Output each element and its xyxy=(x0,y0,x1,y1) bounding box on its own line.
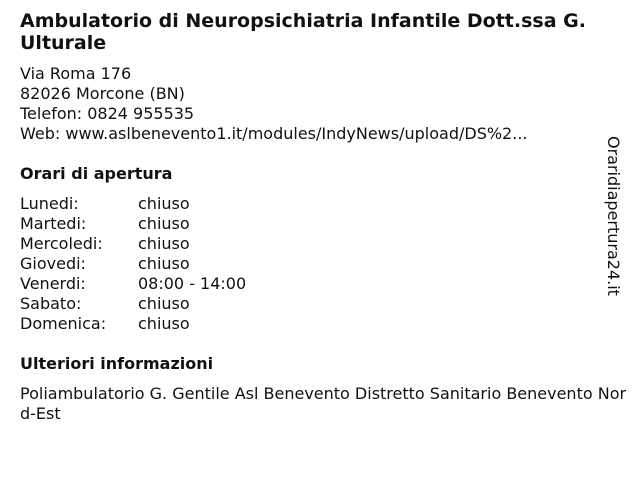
hours-row-tuesday xyxy=(20,214,246,234)
more-info-heading: Ulteriori informazioni xyxy=(20,354,214,373)
day-label: Lunedi: xyxy=(20,194,79,213)
opening-hours-table xyxy=(20,194,246,334)
day-hours: 08:00 - 14:00 xyxy=(138,274,247,293)
day-hours: chiuso xyxy=(138,294,190,313)
hours-row-friday xyxy=(20,274,246,294)
day-label: Domenica: xyxy=(20,314,107,333)
day-label: Mercoledi: xyxy=(20,234,103,253)
opening-hours-heading: Orari di apertura xyxy=(20,164,173,183)
hours-row-sunday xyxy=(20,314,246,334)
hours-row-monday xyxy=(20,194,246,214)
phone-number: Telefon: 0824 955535 xyxy=(20,104,195,123)
street-address: Via Roma 176 xyxy=(20,64,132,83)
day-label: Venerdi: xyxy=(20,274,86,293)
day-label: Giovedi: xyxy=(20,254,86,273)
city-address: 82026 Morcone (BN) xyxy=(20,84,185,103)
website-link[interactable]: Web: www.aslbenevento1.it/modules/IndyNews/upload/DS%2... xyxy=(20,124,528,143)
day-hours: chiuso xyxy=(138,254,190,273)
address-block xyxy=(20,64,605,144)
hours-row-saturday xyxy=(20,294,246,314)
hours-row-wednesday xyxy=(20,234,246,254)
day-hours: chiuso xyxy=(138,194,190,213)
day-hours: chiuso xyxy=(138,234,190,253)
day-hours: chiuso xyxy=(138,314,190,333)
hours-row-thursday xyxy=(20,254,246,274)
day-hours: chiuso xyxy=(138,214,190,233)
page-title: Ambulatorio di Neuropsichiatria Infantile Dott.ssa G. Ulturale xyxy=(20,10,586,54)
more-info-text: Poliambulatorio G. Gentile Asl Benevento Distretto Sanitario Benevento Nord-Est xyxy=(20,384,627,423)
site-brand-vertical[interactable]: Oraridiapertura24.it xyxy=(604,136,623,296)
day-label: Sabato: xyxy=(20,294,82,313)
day-label: Martedi: xyxy=(20,214,87,233)
